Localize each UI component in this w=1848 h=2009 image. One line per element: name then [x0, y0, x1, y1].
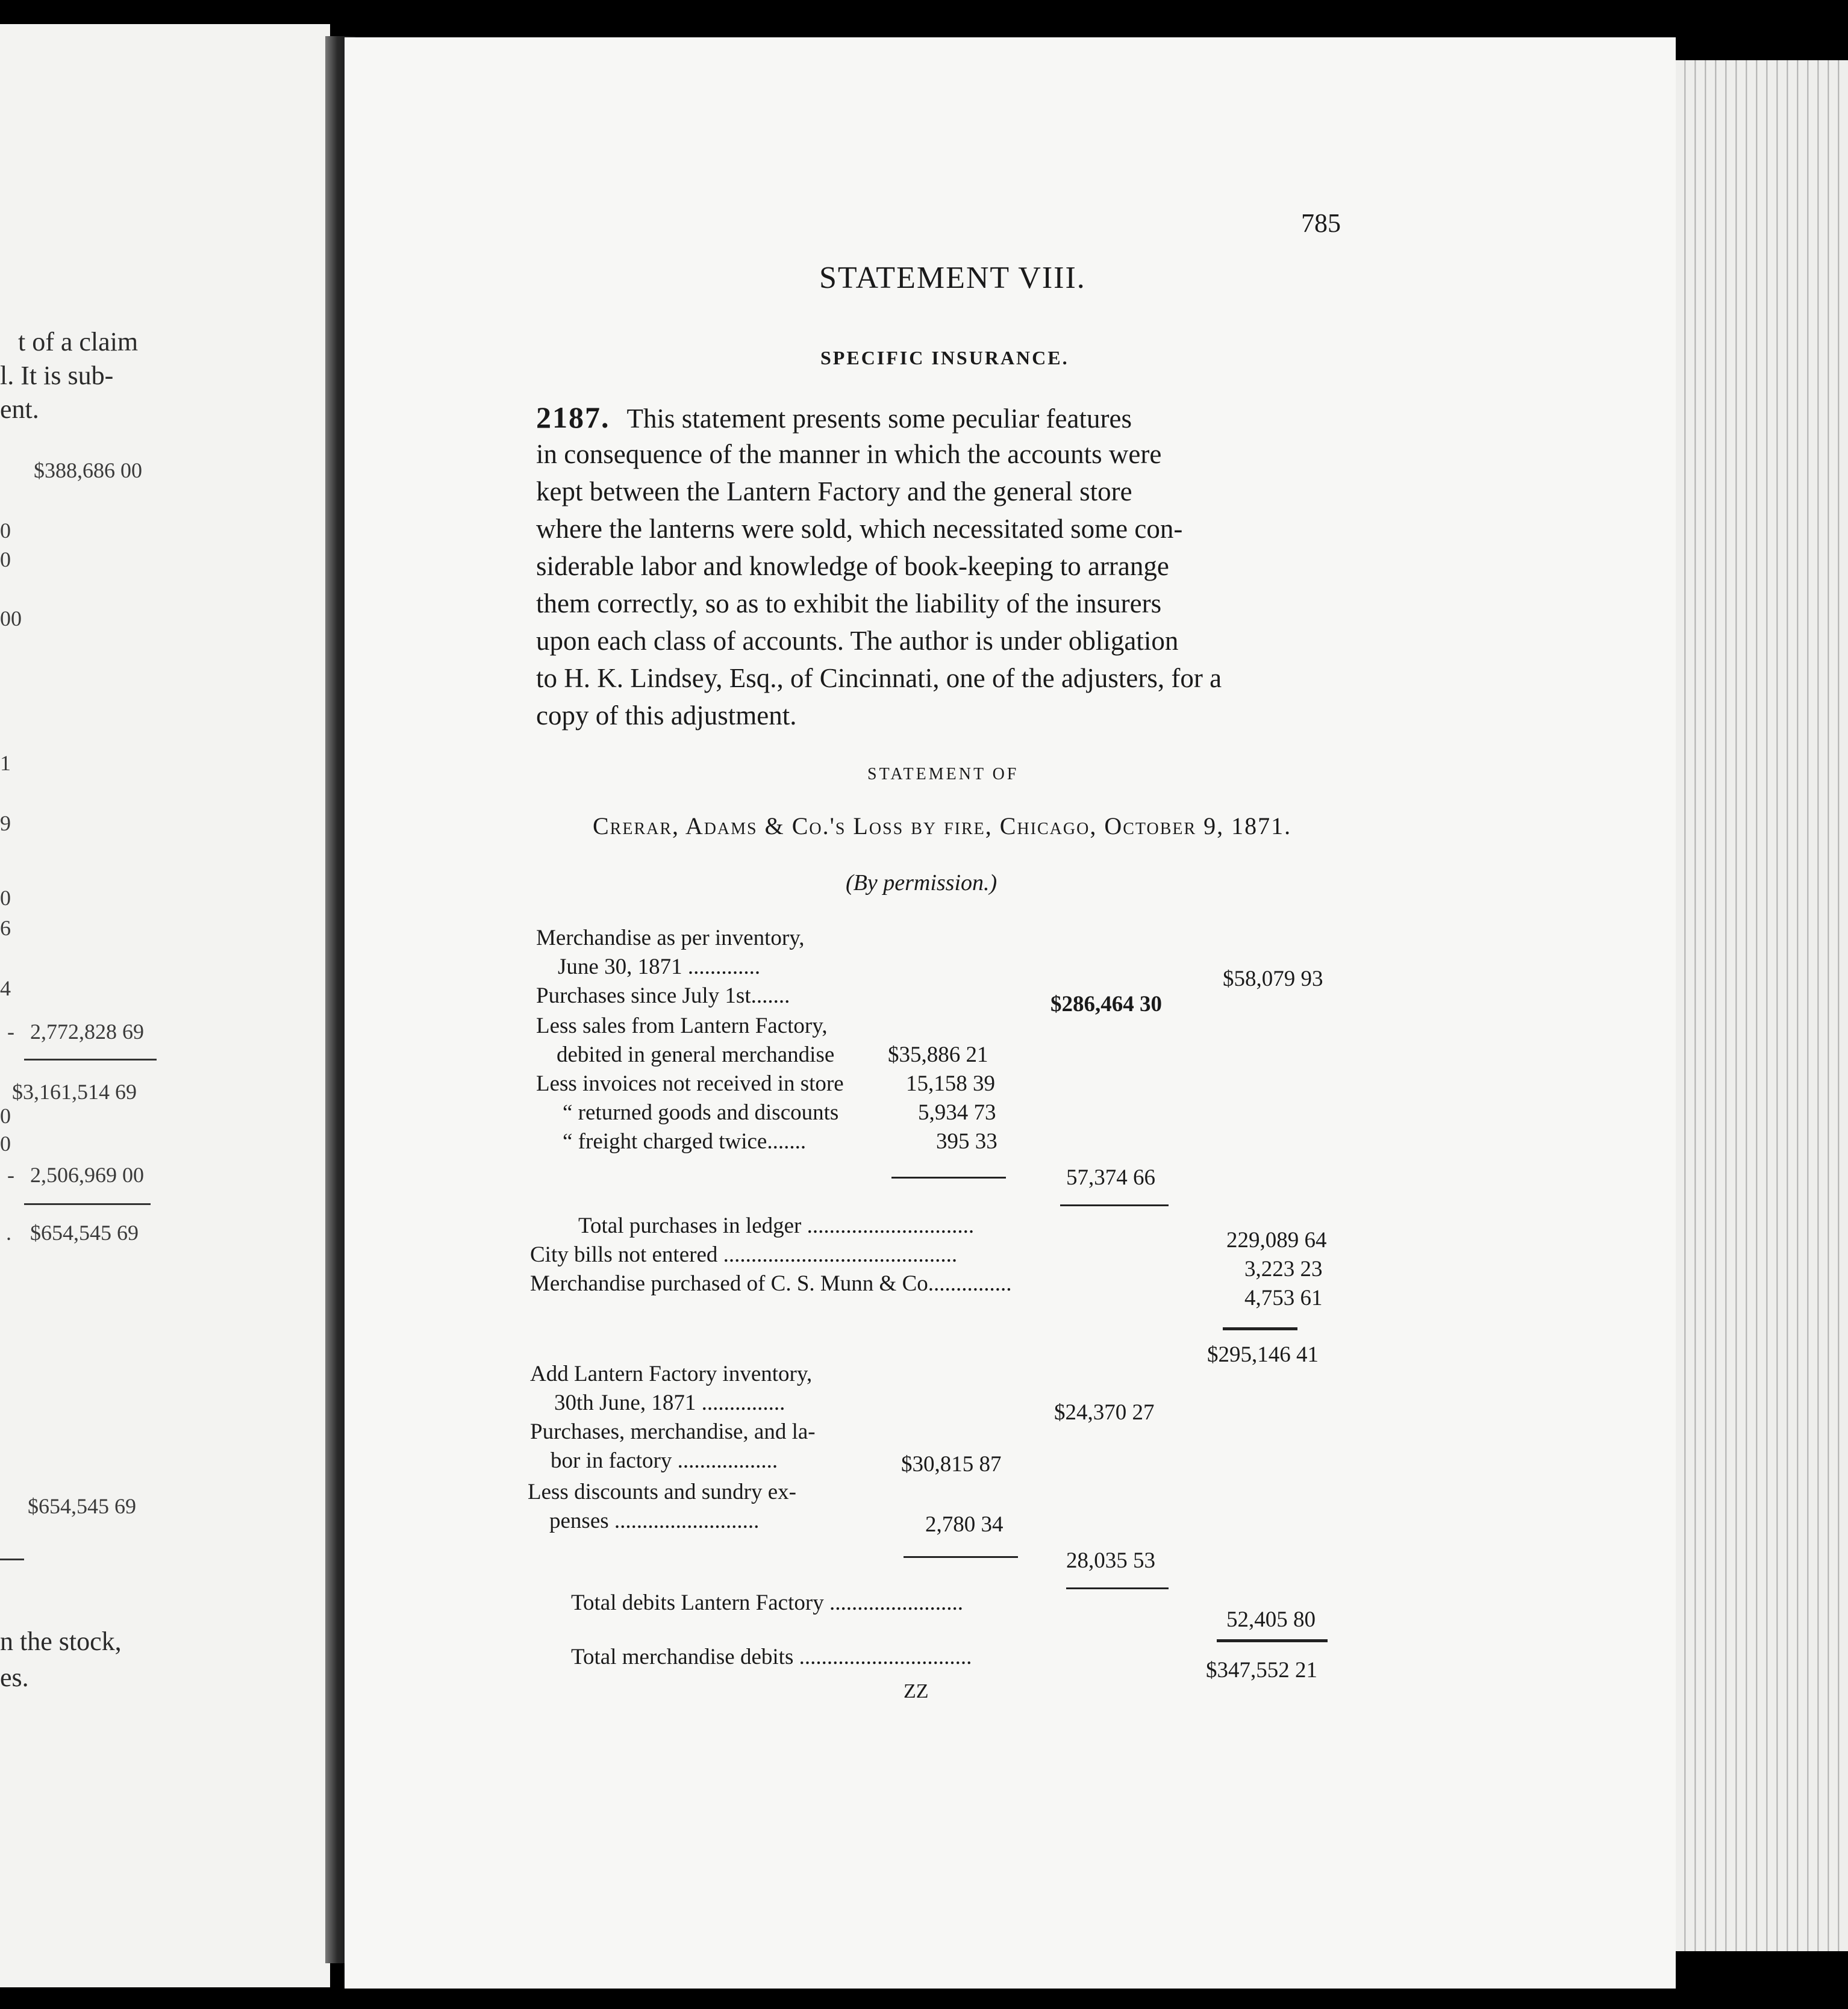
left-text-line: n the stock,: [0, 1627, 122, 1656]
ledger-amount: 15,158 39: [906, 1071, 995, 1096]
statement-heading: STATEMENT OF: [867, 765, 1019, 783]
left-rule: [24, 1203, 151, 1205]
left-amount: $654,545 69: [30, 1221, 139, 1245]
paragraph-line: to H. K. Lindsey, Esq., of Cincinnati, one of the adjusters, for a: [536, 663, 1222, 693]
ledger-label: Merchandise purchased of C. S. Munn & Co...............: [530, 1271, 1012, 1296]
left-fragment: 0: [0, 886, 11, 910]
ledger-amount: $295,146 41: [1207, 1342, 1319, 1367]
paragraph-line: upon each class of accounts. The author is under obligation: [536, 626, 1179, 656]
left-fragment: 0: [0, 1104, 11, 1128]
left-text-line: es.: [0, 1663, 29, 1692]
left-fragment: 00: [0, 606, 22, 631]
paragraph-line-1: 2187. This statement presents some peculiar features: [536, 400, 1132, 434]
paragraph-line: kept between the Lantern Factory and the general store: [536, 476, 1132, 506]
section-heading: SPECIFIC INSURANCE.: [820, 347, 1069, 369]
paragraph-line: them correctly, so as to exhibit the liability of the insurers: [536, 588, 1162, 618]
page-number: 785: [1301, 208, 1341, 238]
left-amount: $3,161,514 69: [12, 1080, 137, 1104]
ledger-amount: 2,780 34: [925, 1512, 1004, 1537]
left-fragment: 0: [0, 547, 11, 572]
paragraph-line: siderable labor and knowledge of book-keeping to arrange: [536, 551, 1169, 581]
ledger-label: Less discounts and sundry ex-: [528, 1480, 796, 1504]
ledger-label: City bills not entered ..........................................: [530, 1242, 958, 1267]
column-rule: [1060, 1204, 1169, 1206]
left-fragment: 1: [0, 751, 11, 775]
ledger-label: June 30, 1871 .............: [558, 955, 761, 979]
ledger-label: Add Lantern Factory inventory,: [530, 1362, 813, 1386]
left-rule: [0, 1559, 24, 1560]
column-rule: [1066, 1587, 1169, 1589]
left-fragment: 9: [0, 811, 11, 835]
left-amount: 2,772,828 69: [30, 1020, 144, 1044]
page-edges: [1676, 60, 1848, 1951]
ledger-amount: 4,753 61: [1244, 1286, 1323, 1310]
ledger-amount: 57,374 66: [1066, 1165, 1155, 1190]
ledger-label: debited in general merchandise: [557, 1042, 835, 1067]
ledger-label: “ returned goods and discounts: [563, 1100, 839, 1125]
ledger-label: 30th June, 1871 ...............: [554, 1391, 785, 1415]
paragraph-line: where the lanterns were sold, which necessitated some con-: [536, 514, 1183, 544]
column-rule: [1217, 1639, 1328, 1642]
paragraph-number: 2187.: [536, 400, 610, 434]
column-rule: [891, 1177, 1006, 1179]
left-text-line: ent.: [0, 394, 39, 424]
ledger-amount: $35,886 21: [888, 1042, 988, 1067]
ledger-amount: $58,079 93: [1223, 967, 1323, 991]
ledger-amount: 229,089 64: [1226, 1228, 1327, 1253]
ledger-label: bor in factory ..................: [551, 1448, 778, 1473]
by-permission-note: (By permission.): [846, 870, 997, 895]
ledger-amount: $30,815 87: [901, 1452, 1002, 1477]
left-text-line: l. It is sub-: [0, 361, 114, 390]
ledger-amount: $286,464 30: [1050, 992, 1162, 1017]
ledger-label: Total merchandise debits ...............................: [571, 1645, 972, 1669]
ledger-label: Less invoices not received in store: [536, 1071, 844, 1096]
ledger-amount: 52,405 80: [1226, 1607, 1316, 1632]
ledger-label: Total purchases in ledger ..............................: [578, 1213, 975, 1238]
paragraph-line: in consequence of the manner in which the accounts were: [536, 439, 1162, 469]
ledger-amount: $24,370 27: [1054, 1400, 1155, 1425]
left-fragment: 0: [0, 519, 11, 543]
left-fragment: 6: [0, 916, 11, 940]
ledger-label: Less sales from Lantern Factory,: [536, 1014, 828, 1038]
left-amount: $388,686 00: [34, 458, 142, 482]
ledger-amount: 28,035 53: [1066, 1548, 1155, 1573]
statement-title: Crerar, Adams & Co.'s Loss by fire, Chicago, October 9, 1871.: [593, 812, 1292, 839]
column-rule: [1223, 1327, 1297, 1330]
page-title: STATEMENT VIII.: [819, 261, 1086, 295]
ledger-label: “ freight charged twice.......: [563, 1129, 807, 1154]
ledger-amount: $347,552 21: [1206, 1658, 1317, 1683]
ledger-label: Purchases, merchandise, and la-: [530, 1419, 816, 1444]
signature-mark: ZZ: [904, 1680, 929, 1702]
left-facing-page: t of a claim l. It is sub- ent. $388,686 00 0 0 00 1 9 0 6 4 - 2,772,828 69 $3,161,514 69 0 0 - 2,506,969 00 . $654,545 69 $654,545 69 n the stock, es.: [0, 24, 330, 1987]
left-rule: [24, 1059, 157, 1061]
ledger-amount: 5,934 73: [918, 1100, 996, 1125]
left-amount: $654,545 69: [28, 1494, 136, 1518]
left-text-line: t of a claim: [18, 327, 139, 357]
left-amount: 2,506,969 00: [30, 1163, 144, 1187]
ledger-label: Merchandise as per inventory,: [536, 926, 805, 950]
ledger-label: Total debits Lantern Factory ........................: [571, 1590, 963, 1615]
left-fragment: 4: [0, 976, 11, 1000]
ledger-amount: 3,223 23: [1244, 1257, 1323, 1282]
ledger-label: Purchases since July 1st.......: [536, 983, 790, 1008]
ledger-amount: 395 33: [936, 1129, 997, 1154]
ledger-label: penses ..........................: [549, 1509, 760, 1533]
left-fragment: 0: [0, 1132, 11, 1156]
paragraph-line: copy of this adjustment.: [536, 700, 797, 730]
column-rule: [904, 1556, 1018, 1558]
